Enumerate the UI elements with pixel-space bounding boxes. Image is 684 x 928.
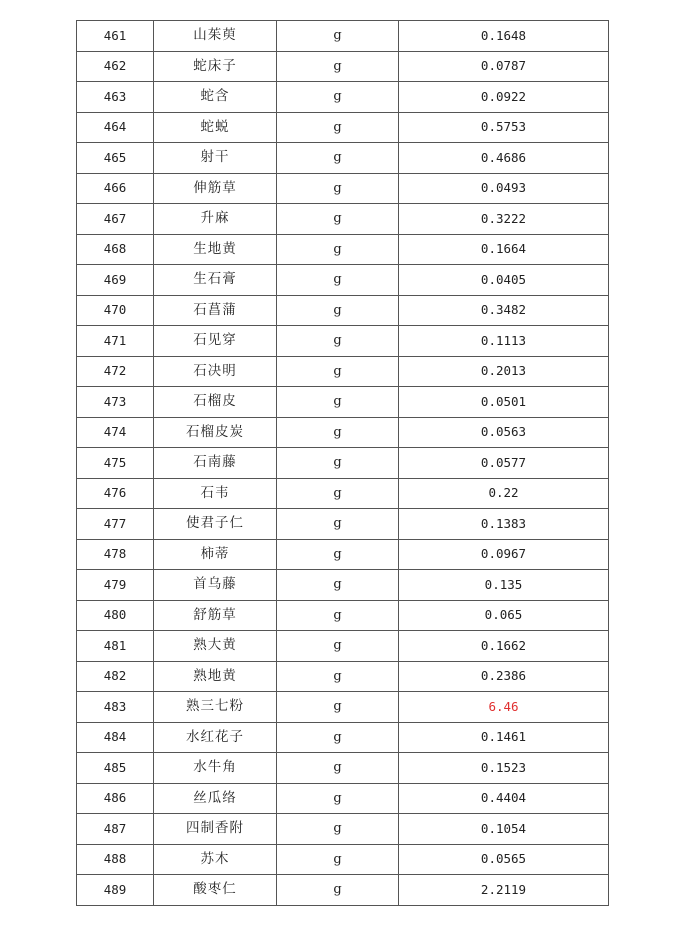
table-row: [77, 51, 609, 82]
item-number-cell: 481: [77, 631, 154, 662]
item-number-cell: 466: [77, 173, 154, 204]
herb-name-cell: 石决明: [154, 356, 277, 387]
value-cell: 0.0967: [399, 539, 609, 570]
table-row: [77, 600, 609, 631]
table-row: [77, 448, 609, 479]
herb-name-cell: 伸筋草: [154, 173, 277, 204]
table-row: [77, 753, 609, 784]
herb-name-cell: 蛇蜕: [154, 112, 277, 143]
value-cell: 0.3222: [399, 204, 609, 235]
table-row: [77, 539, 609, 570]
unit-cell: g: [277, 722, 399, 753]
value-cell: 0.1664: [399, 234, 609, 265]
table-row: [77, 417, 609, 448]
value-cell: 0.0405: [399, 265, 609, 296]
value-cell: 0.1648: [399, 21, 609, 52]
unit-cell: g: [277, 448, 399, 479]
unit-cell: g: [277, 21, 399, 52]
table-row: [77, 844, 609, 875]
price-table-page: [76, 20, 608, 906]
herb-name-cell: 升麻: [154, 204, 277, 235]
unit-cell: g: [277, 814, 399, 845]
value-cell: 0.2013: [399, 356, 609, 387]
table-row: [77, 326, 609, 357]
unit-cell: g: [277, 783, 399, 814]
item-number-cell: 482: [77, 661, 154, 692]
herb-name-cell: 石菖蒲: [154, 295, 277, 326]
unit-cell: g: [277, 326, 399, 357]
table-row: [77, 21, 609, 52]
herb-name-cell: 蛇含: [154, 82, 277, 113]
unit-cell: g: [277, 692, 399, 723]
herb-name-cell: 山茱萸: [154, 21, 277, 52]
value-cell: 0.1054: [399, 814, 609, 845]
table-row: [77, 143, 609, 174]
herb-name-cell: 丝瓜络: [154, 783, 277, 814]
item-number-cell: 470: [77, 295, 154, 326]
value-cell: 0.1662: [399, 631, 609, 662]
item-number-cell: 468: [77, 234, 154, 265]
herb-name-cell: 石榴皮炭: [154, 417, 277, 448]
herb-name-cell: 四制香附: [154, 814, 277, 845]
unit-cell: g: [277, 234, 399, 265]
unit-cell: g: [277, 539, 399, 570]
value-cell: 0.4686: [399, 143, 609, 174]
herb-name-cell: 使君子仁: [154, 509, 277, 540]
value-cell: 2.2119: [399, 875, 609, 906]
unit-cell: g: [277, 112, 399, 143]
unit-cell: g: [277, 204, 399, 235]
value-cell: 0.22: [399, 478, 609, 509]
item-number-cell: 486: [77, 783, 154, 814]
table-row: [77, 722, 609, 753]
herb-name-cell: 熟三七粉: [154, 692, 277, 723]
herb-name-cell: 石韦: [154, 478, 277, 509]
table-row: [77, 234, 609, 265]
value-cell: 0.0565: [399, 844, 609, 875]
value-cell: 0.1113: [399, 326, 609, 357]
item-number-cell: 465: [77, 143, 154, 174]
item-number-cell: 475: [77, 448, 154, 479]
herb-name-cell: 生石膏: [154, 265, 277, 296]
table-body: [77, 21, 609, 906]
table-row: [77, 173, 609, 204]
table-row: [77, 661, 609, 692]
item-number-cell: 471: [77, 326, 154, 357]
unit-cell: g: [277, 356, 399, 387]
unit-cell: g: [277, 51, 399, 82]
item-number-cell: 489: [77, 875, 154, 906]
unit-cell: g: [277, 753, 399, 784]
table-row: [77, 295, 609, 326]
unit-cell: g: [277, 173, 399, 204]
item-number-cell: 485: [77, 753, 154, 784]
table-row: [77, 509, 609, 540]
item-number-cell: 462: [77, 51, 154, 82]
herb-name-cell: 蛇床子: [154, 51, 277, 82]
unit-cell: g: [277, 417, 399, 448]
herb-name-cell: 酸枣仁: [154, 875, 277, 906]
herb-name-cell: 石见穿: [154, 326, 277, 357]
unit-cell: g: [277, 631, 399, 662]
item-number-cell: 484: [77, 722, 154, 753]
value-cell: 0.1523: [399, 753, 609, 784]
unit-cell: g: [277, 875, 399, 906]
unit-cell: g: [277, 600, 399, 631]
table-row: [77, 204, 609, 235]
value-cell: 0.4404: [399, 783, 609, 814]
table-row: [77, 356, 609, 387]
herb-name-cell: 苏木: [154, 844, 277, 875]
value-cell: 0.0787: [399, 51, 609, 82]
value-cell: 0.1383: [399, 509, 609, 540]
table-row: [77, 265, 609, 296]
table-row: [77, 814, 609, 845]
herb-name-cell: 柿蒂: [154, 539, 277, 570]
unit-cell: g: [277, 82, 399, 113]
table-row: [77, 387, 609, 418]
table-row: [77, 570, 609, 601]
unit-cell: g: [277, 295, 399, 326]
herb-price-table: [76, 20, 609, 906]
herb-name-cell: 熟地黄: [154, 661, 277, 692]
item-number-cell: 461: [77, 21, 154, 52]
item-number-cell: 477: [77, 509, 154, 540]
table-row: [77, 875, 609, 906]
table-row: [77, 112, 609, 143]
item-number-cell: 469: [77, 265, 154, 296]
unit-cell: g: [277, 387, 399, 418]
item-number-cell: 467: [77, 204, 154, 235]
table-row: [77, 783, 609, 814]
item-number-cell: 483: [77, 692, 154, 723]
value-cell: 0.2386: [399, 661, 609, 692]
item-number-cell: 474: [77, 417, 154, 448]
item-number-cell: 488: [77, 844, 154, 875]
value-cell: 0.0563: [399, 417, 609, 448]
table-row: [77, 692, 609, 723]
value-cell: 0.065: [399, 600, 609, 631]
herb-name-cell: 水牛角: [154, 753, 277, 784]
herb-name-cell: 生地黄: [154, 234, 277, 265]
herb-name-cell: 首乌藤: [154, 570, 277, 601]
herb-name-cell: 石南藤: [154, 448, 277, 479]
item-number-cell: 487: [77, 814, 154, 845]
value-cell: 0.0577: [399, 448, 609, 479]
item-number-cell: 472: [77, 356, 154, 387]
item-number-cell: 480: [77, 600, 154, 631]
value-cell: 6.46: [399, 692, 609, 723]
table-row: [77, 82, 609, 113]
value-cell: 0.135: [399, 570, 609, 601]
unit-cell: g: [277, 509, 399, 540]
herb-name-cell: 水红花子: [154, 722, 277, 753]
herb-name-cell: 熟大黄: [154, 631, 277, 662]
item-number-cell: 463: [77, 82, 154, 113]
item-number-cell: 473: [77, 387, 154, 418]
value-cell: 0.1461: [399, 722, 609, 753]
herb-name-cell: 射干: [154, 143, 277, 174]
item-number-cell: 476: [77, 478, 154, 509]
herb-name-cell: 石榴皮: [154, 387, 277, 418]
unit-cell: g: [277, 478, 399, 509]
item-number-cell: 478: [77, 539, 154, 570]
value-cell: 0.0501: [399, 387, 609, 418]
value-cell: 0.0493: [399, 173, 609, 204]
table-row: [77, 478, 609, 509]
table-row: [77, 631, 609, 662]
value-cell: 0.5753: [399, 112, 609, 143]
unit-cell: g: [277, 143, 399, 174]
unit-cell: g: [277, 844, 399, 875]
item-number-cell: 479: [77, 570, 154, 601]
unit-cell: g: [277, 661, 399, 692]
value-cell: 0.3482: [399, 295, 609, 326]
item-number-cell: 464: [77, 112, 154, 143]
unit-cell: g: [277, 265, 399, 296]
unit-cell: g: [277, 570, 399, 601]
value-cell: 0.0922: [399, 82, 609, 113]
herb-name-cell: 舒筋草: [154, 600, 277, 631]
